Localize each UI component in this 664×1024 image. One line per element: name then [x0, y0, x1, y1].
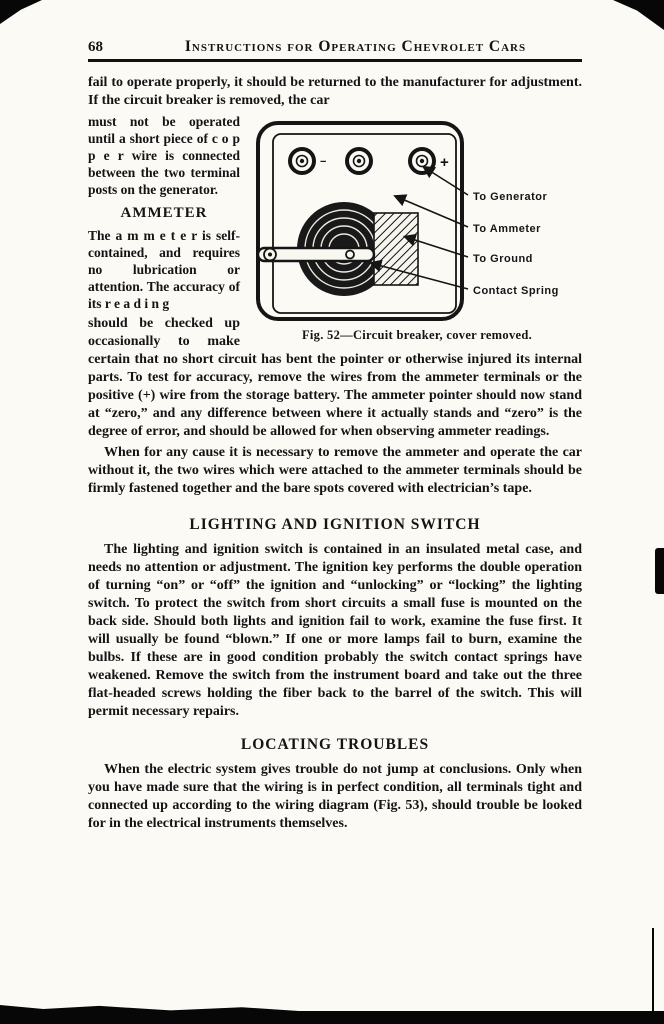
- label-to-ammeter: To Ammeter: [473, 223, 541, 235]
- scan-artifact-right-line: [652, 928, 654, 1016]
- ammeter-paragraph-2: When for any cause it is necessary to remove the ammeter and operate the car without it, the two wires which were attached to the ammeter terminals should be firmly fastened together and the bare spots covered with electrician’s tape.: [88, 445, 582, 496]
- minus-sign: −: [320, 156, 327, 168]
- intro-paragraph: fail to operate properly, it should be returned to the manufacturer for adjustment. If the circuit breaker is removed, the car: [88, 75, 582, 108]
- scan-artifact-bottom-bar: [0, 1011, 664, 1024]
- troubles-section-heading: LOCATING TROUBLES: [240, 736, 430, 753]
- label-to-ground: To Ground: [473, 253, 533, 265]
- troubles-paragraph: When the electric system gives trouble do not jump at conclusions. Only when you have made sure that the wiring is in perfect condition, all terminals tight and connected up according to the wiring diagram (Fig. 53), should trouble be looked for in the electrical instruments themselves.: [88, 762, 582, 831]
- contact-armature: [258, 248, 374, 261]
- lighting-section-heading: LIGHTING AND IGNITION SWITCH: [189, 516, 481, 533]
- terminal-positive: [410, 149, 434, 173]
- intro-wrap-paragraph: must not be operated until a short piece of c o p p e r wire is connected between the two terminal posts on the generator.: [88, 114, 240, 197]
- figure-caption: Fig. 52—Circuit breaker, cover removed.: [301, 328, 533, 342]
- page-number: 68: [88, 39, 103, 55]
- ammeter-wrap-paragraph: The a m m e t e r is self-contained, and requires no lubrication or attention. The accuracy of its r e a d i n g: [88, 228, 240, 311]
- terminal-negative: [290, 149, 314, 173]
- figure-labels: [473, 191, 559, 297]
- circuit-breaker-diagram: [252, 117, 582, 325]
- ammeter-continued-paragraph: should be checked up occasionally to make certain that no short circuit has bent the pointer or otherwise injured its internal parts. To test for accuracy, remove the wires from the ammeter terminals or the positive (+) wire from the storage battery. The ammeter pointer should now stand at “zero,” and any difference between where it actually stands and “zero” is the degree of error, and should be allowed for when observing ammeter readings.: [88, 316, 582, 439]
- ammeter-heading: AMMETER: [120, 205, 208, 221]
- terminal-posts: [290, 149, 449, 173]
- scan-artifact-right-edge: [655, 548, 664, 594]
- plus-sign: +: [440, 154, 450, 171]
- label-to-generator: To Generator: [473, 191, 548, 203]
- page-title: Instructions for Operating Chevrolet Cars: [184, 38, 527, 55]
- label-contact-spring: Contact Spring: [473, 285, 559, 297]
- circuit-breaker-figure: [252, 117, 582, 343]
- terminal-middle: [347, 149, 371, 173]
- lighting-paragraph: The lighting and ignition switch is contained in an insulated metal case, and needs no attention or adjustment. The ignition key performs the double operation of turning “on” or “off” the ignition and “unlocking” or “locking” the lighting switch. To protect the switch from short circuits a small fuse is mounted on the back side. Should both lights and ignition fail to work, examine the fuse first. It will usually be found “blown.” If one or more lamps fail to burn, examine the bulbs. If these are in good condition probably the switch contact springs have weakened. Remove the switch from the instrument board and take out the three flat-headed screws holding the fiber back to the barrel of the switch. This will permit necessary repairs.: [88, 542, 582, 719]
- page-header: [88, 38, 582, 62]
